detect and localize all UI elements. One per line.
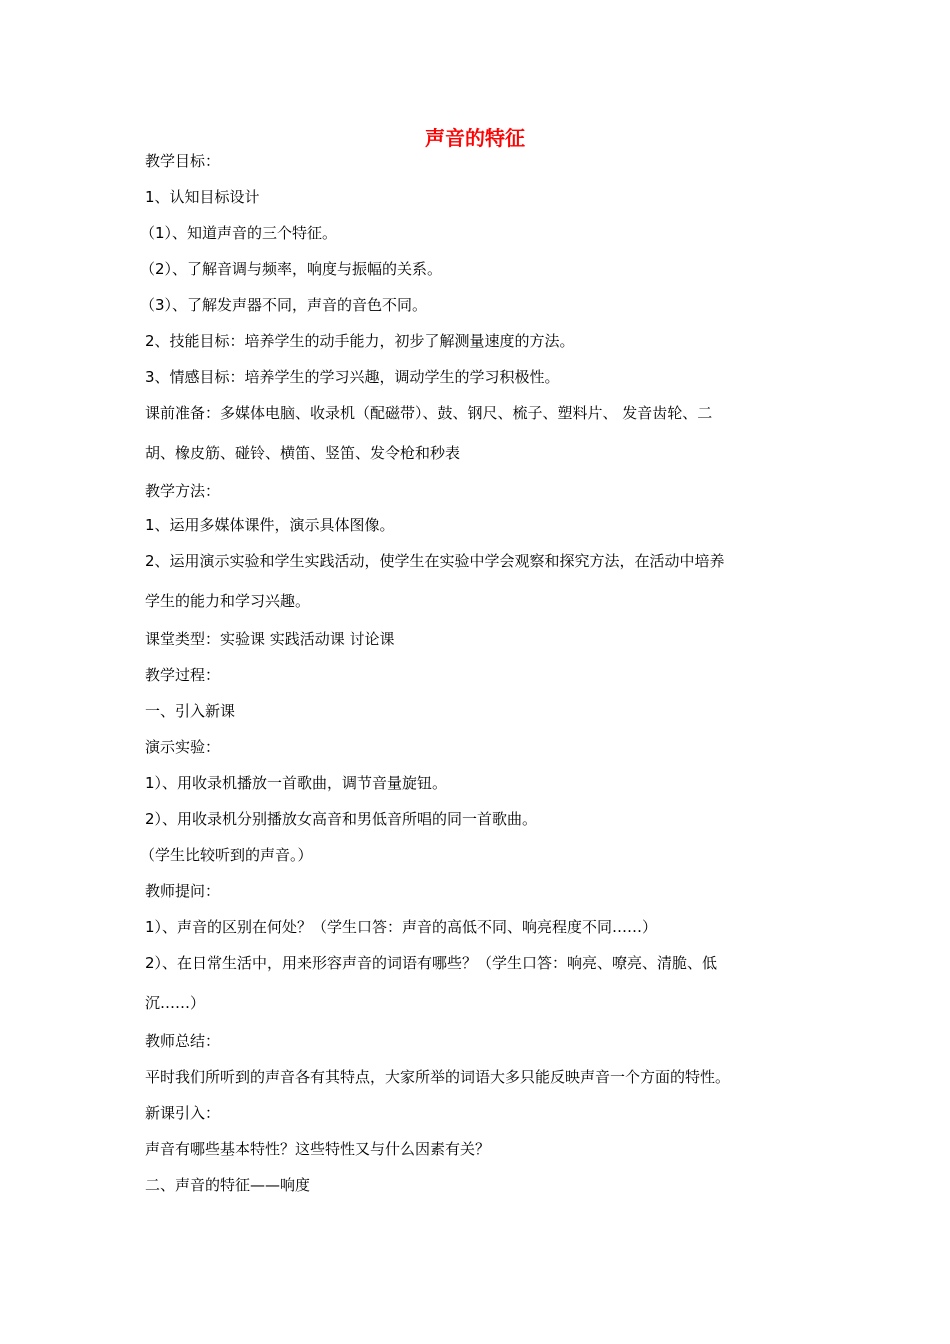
list-item-cont: 沉……） (145, 994, 206, 1012)
list-item: 2）、用收录机分别播放女高音和男低音所唱的同一首歌曲。 (145, 810, 538, 828)
label-new-lesson: 新课引入： (145, 1104, 221, 1122)
section-heading-process: 教学过程： (145, 666, 221, 684)
note-text: （学生比较听到的声音。） (140, 846, 313, 864)
list-item: 1、运用多媒体课件，演示具体图像。 (145, 516, 395, 534)
list-item: 3、情感目标：培养学生的学习兴趣，调动学生的学习积极性。 (145, 368, 560, 386)
paragraph-summary: 平时我们所听到的声音各有其特点，大家所举的词语大多只能反映声音一个方面的特性。 (145, 1068, 731, 1086)
label-teacher-summary: 教师总结： (145, 1032, 221, 1050)
label-demo: 演示实验： (145, 738, 221, 756)
list-item-cont: 学生的能力和学习兴趣。 (145, 592, 311, 610)
label-teacher-questions: 教师提问： (145, 882, 221, 900)
list-item: 1）、用收录机播放一首歌曲，调节音量旋钮。 (145, 774, 448, 792)
section-heading-objectives: 教学目标： (145, 152, 221, 170)
paragraph-class-type: 课堂类型：实验课 实践活动课 讨论课 (145, 630, 395, 648)
list-item: 2、运用演示实验和学生实践活动，使学生在实验中学会观察和探究方法，在活动中培养 (145, 552, 725, 570)
list-item: （1）、知道声音的三个特征。 (140, 224, 338, 242)
list-item: 2）、在日常生活中，用来形容声音的词语有哪些？（学生口答：响亮、嘹亮、清脆、低 (145, 954, 718, 972)
list-item: 2、技能目标：培养学生的动手能力，初步了解测量速度的方法。 (145, 332, 575, 350)
document-title: 声音的特征 (425, 126, 525, 150)
list-item: 1）、声音的区别在何处？（学生口答：声音的高低不同、响亮程度不同……） (145, 918, 658, 936)
subsection-heading: 二、声音的特征——响度 (145, 1176, 311, 1194)
paragraph-new-lesson: 声音有哪些基本特性？这些特性又与什么因素有关？ (145, 1140, 491, 1158)
list-item: （2）、了解音调与频率，响度与振幅的关系。 (140, 260, 443, 278)
list-item: 1、认知目标设计 (145, 188, 260, 206)
subsection-heading: 一、引入新课 (145, 702, 236, 720)
section-heading-methods: 教学方法： (145, 482, 221, 500)
paragraph-preparation-cont: 胡、橡皮筋、碰铃、横笛、竖笛、发令枪和秒表 (145, 444, 461, 462)
list-item: （3）、了解发声器不同，声音的音色不同。 (140, 296, 428, 314)
paragraph-preparation: 课前准备：多媒体电脑、收录机（配磁带）、鼓、钢尺、梳子、塑料片、 发音齿轮、二 (145, 404, 713, 422)
